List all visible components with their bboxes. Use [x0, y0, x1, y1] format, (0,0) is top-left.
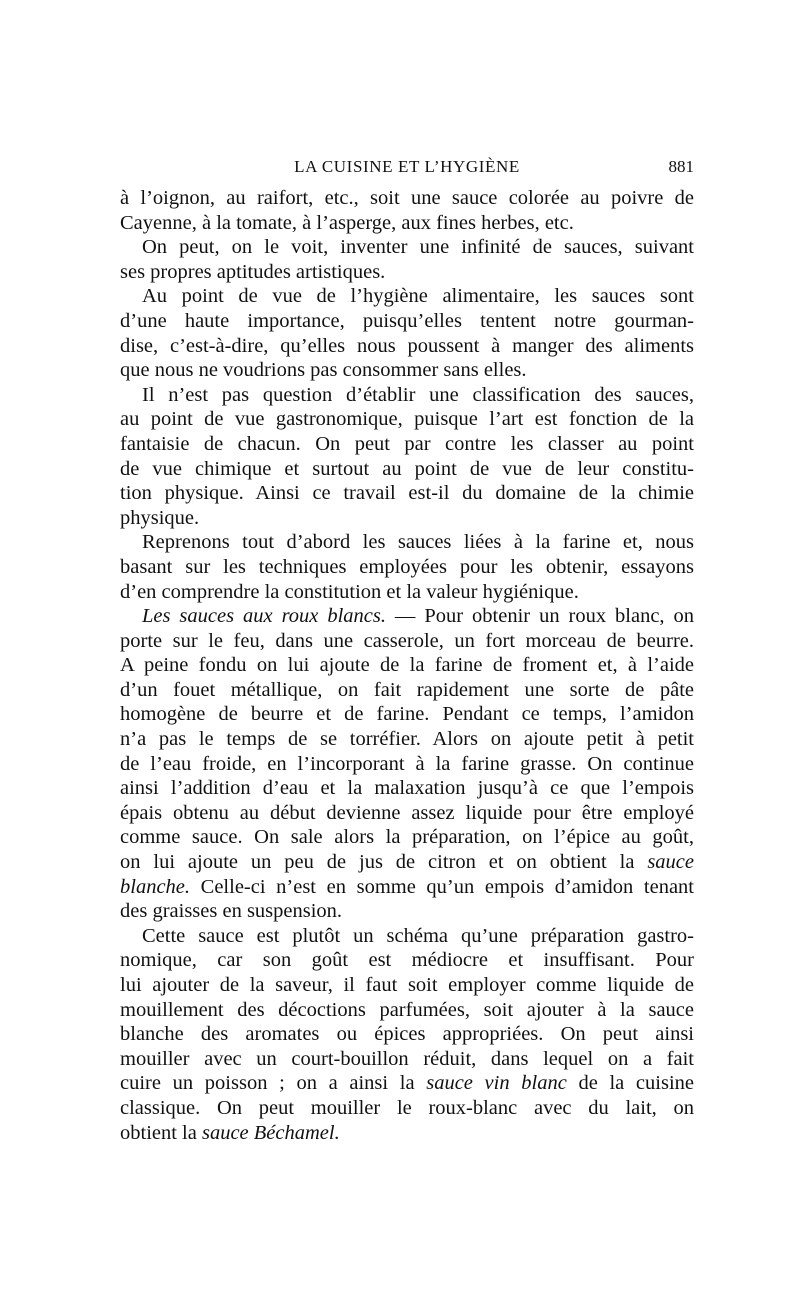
line-text: classique. On peut mouiller le roux-blanc avec du lait, on: [120, 1096, 694, 1119]
line-text: au point de vue gastronomique, puisque l’art est fonction de la: [120, 408, 694, 431]
text-line: [120, 702, 694, 727]
running-title: LA CUISINE ET L’HYGIÈNE: [294, 157, 520, 176]
line-text: Cette sauce est plutôt un schéma qu’une préparation gastro-: [142, 924, 694, 947]
line-text: de la cuisine: [566, 1072, 694, 1095]
italic-phrase: sauce: [647, 851, 694, 874]
line-text: tion physique. Ainsi ce travail est-il du domaine de la chimie: [120, 482, 694, 505]
text-line: [120, 186, 694, 211]
text-line: [120, 998, 694, 1023]
text-line: [120, 530, 694, 555]
line-text: ainsi l’addition d’eau et la malaxation jusqu’à ce que l’empois: [120, 777, 694, 800]
text-line: [120, 1071, 694, 1096]
line-text: nomique, car son goût est médiocre et insuffisant. Pour: [120, 949, 694, 972]
text-line: [120, 481, 694, 506]
text-line: [120, 358, 694, 383]
text-line: [120, 284, 694, 309]
line-text: mouiller avec un court-bouillon réduit, dans lequel on a fait: [120, 1047, 694, 1070]
line-text: Celle-ci n’est en somme qu’un empois d’amidon tenant: [190, 875, 694, 898]
line-text: Cayenne, à la tomate, à l’asperge, aux fines herbes, etc.: [120, 211, 574, 234]
line-text: blanche des aromates ou épices appropriées. On peut ainsi: [120, 1023, 694, 1046]
text-line: [120, 604, 694, 629]
text-line: [120, 211, 694, 236]
text-line: [120, 334, 694, 359]
text-line: [120, 776, 694, 801]
italic-phrase: sauce Béchamel.: [201, 1121, 340, 1144]
text-line: [120, 727, 694, 752]
line-text: homogène de beurre et de farine. Pendant ce temps, l’amidon: [120, 703, 694, 726]
line-text: — Pour obtenir un roux blanc, on: [385, 605, 694, 628]
text-line: [120, 875, 694, 900]
body-text: [120, 186, 694, 1145]
line-text: ses propres aptitudes artistiques.: [120, 260, 386, 283]
line-text: Il n’est pas question d’établir une classification des sauces,: [142, 383, 694, 406]
text-line: [120, 924, 694, 949]
line-text: physique.: [120, 506, 200, 529]
line-text: d’un fouet métallique, on fait rapidement une sorte de pâte: [120, 678, 694, 701]
line-text: Au point de vue de l’hygiène alimentaire, les sauces sont: [142, 285, 694, 308]
text-line: [120, 801, 694, 826]
text-line: [120, 407, 694, 432]
line-text: basant sur les techniques employées pour les obtenir, essayons: [120, 555, 694, 578]
text-line: [120, 1022, 694, 1047]
line-text: des graisses en suspension.: [120, 900, 343, 923]
italic-phrase: Les sauces aux roux blancs.: [142, 605, 386, 628]
line-text: Reprenons tout d’abord les sauces liées à la farine et, nous: [142, 531, 694, 554]
text-line: [120, 1096, 694, 1121]
line-text: à l’oignon, au raifort, etc., soit une sauce colorée au poivre de: [120, 187, 694, 209]
text-line: [120, 260, 694, 285]
line-text: porte sur le feu, dans une casserole, un fort morceau de beurre.: [120, 629, 694, 652]
text-line: [120, 850, 694, 875]
running-head: [120, 154, 694, 180]
line-text: obtient la: [120, 1121, 202, 1144]
line-text: d’en comprendre la constitution et la valeur hygiénique.: [120, 580, 579, 603]
text-line: [120, 432, 694, 457]
text-line: [120, 899, 694, 924]
text-line: [120, 580, 694, 605]
line-text: de l’eau froide, en l’incorporant à la farine grasse. On continue: [120, 752, 694, 775]
text-line: [120, 752, 694, 777]
text-line: [120, 629, 694, 654]
italic-phrase: blanche.: [120, 875, 191, 898]
text-line: [120, 457, 694, 482]
text-line: [120, 825, 694, 850]
text-line: [120, 555, 694, 580]
text-line: [120, 1047, 694, 1072]
italic-phrase: sauce vin blanc: [426, 1072, 567, 1095]
line-text: fantaisie de chacun. On peut par contre les classer au point: [120, 432, 694, 455]
line-text: cuire un poisson ; on a ainsi la: [120, 1072, 427, 1095]
line-text: épais obtenu au début devienne assez liquide pour être employé: [120, 801, 694, 824]
text-line: [120, 309, 694, 334]
text-line: [120, 235, 694, 260]
line-text: comme sauce. On sale alors la préparation, on l’épice au goût,: [120, 826, 694, 849]
line-text: A peine fondu on lui ajoute de la farine de froment et, à l’aide: [120, 654, 694, 677]
line-text: que nous ne voudrions pas consommer sans elles.: [120, 359, 527, 382]
line-text: dise, c’est-à-dire, qu’elles nous poussent à manger des aliments: [120, 334, 694, 357]
line-text: n’a pas le temps de se torréfier. Alors on ajoute petit à petit: [120, 728, 694, 751]
text-line: [120, 1121, 694, 1146]
page-number: 881: [668, 157, 694, 176]
line-text: de vue chimique et surtout au point de vue de leur constitu-: [120, 457, 694, 480]
text-line: [120, 506, 694, 531]
line-text: on lui ajoute un peu de jus de citron et on obtient la: [120, 851, 648, 874]
text-line: [120, 973, 694, 998]
text-line: [120, 678, 694, 703]
line-text: lui ajouter de la saveur, il faut soit employer comme liquide de: [120, 974, 694, 996]
line-text: On peut, on le voit, inventer une infinité de sauces, suivant: [142, 236, 694, 259]
text-line: [120, 383, 694, 408]
line-text: mouillement des décoctions parfumées, soit ajouter à la sauce: [120, 998, 694, 1021]
text-line: [120, 653, 694, 678]
text-line: [120, 948, 694, 973]
line-text: d’une haute importance, puisqu’elles tentent notre gourman-: [120, 309, 694, 332]
